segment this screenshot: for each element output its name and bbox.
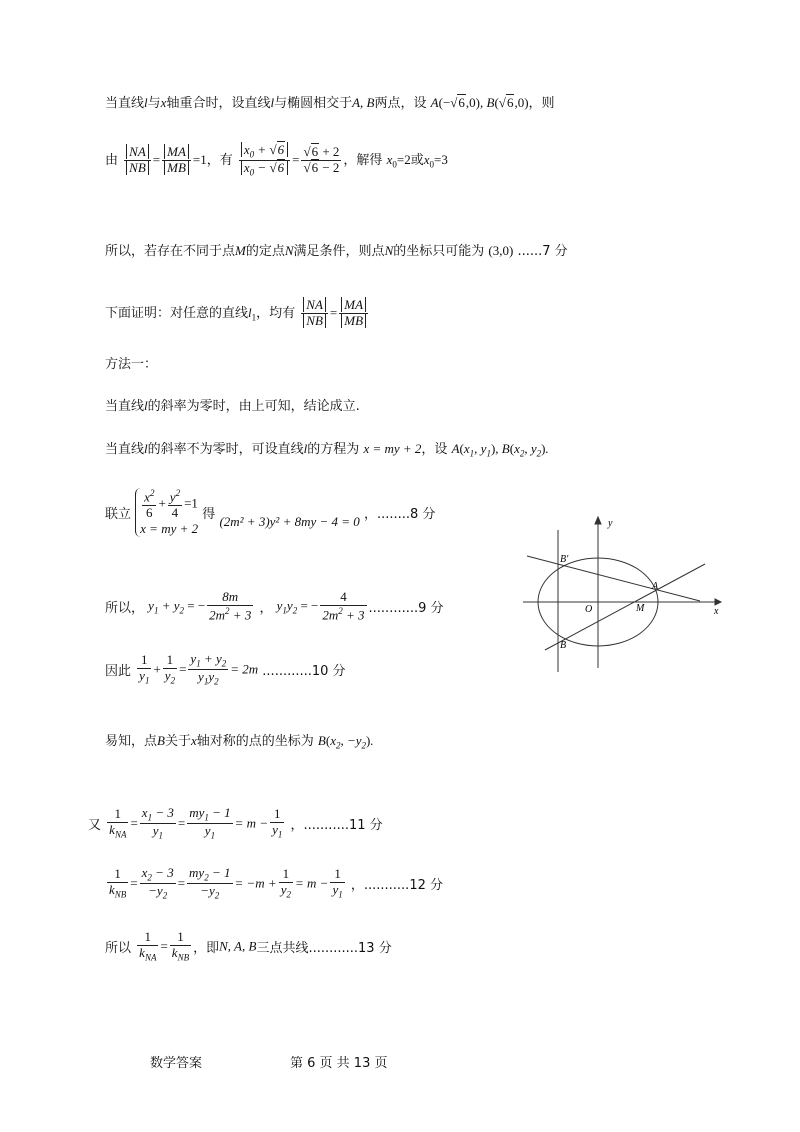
label-a: A: [652, 581, 659, 592]
label-m: M: [636, 603, 645, 614]
math-l: l: [303, 441, 308, 456]
math-l: l: [144, 95, 148, 110]
point-a-coord: A(−√6,0), B(√6,0): [430, 95, 529, 110]
text: 的斜率不为零时，可设直线: [147, 442, 304, 457]
text: ，设: [421, 442, 448, 457]
math-b: B: [157, 733, 165, 748]
sum-expr: $y_1 + y_2$ = −: [148, 597, 206, 616]
fraction: $\frac{my_1 - 1}{y_1}$: [189, 805, 231, 841]
math-l: l: [144, 398, 148, 413]
coord-30: (3,0): [488, 243, 514, 258]
line-ab: [545, 564, 705, 650]
line-11: [105, 730, 374, 751]
fraction: $\frac{1}{y_1}$: [272, 806, 283, 840]
value: =3: [434, 151, 448, 167]
line-9: 所以， $y_1 + y_2$ = − $\frac{8m}{2m^2 + 3}$ ， $y_1y_2$ = − $\frac{4}{2m^2 + 3}$ ............9 分: [105, 589, 444, 623]
text: 的定点: [245, 244, 285, 259]
fraction: $\frac{y_1 + y_2}{y_1y_2}$: [190, 651, 227, 687]
text: ，则: [528, 96, 555, 111]
score-12: ，...........12 分: [350, 877, 443, 893]
line-1: [105, 92, 555, 111]
text: 又: [88, 817, 102, 833]
quadratic-equation: (2m² + 3)y² + 8my − 4 = 0: [219, 513, 360, 529]
point-b-reflect: $B(x_2$, $-y_2$).: [317, 733, 374, 751]
text: 与: [147, 96, 161, 111]
ratio-sqrt6: $\frac{√6 + 2}{√6 - 2}$: [303, 144, 340, 175]
ratio-ma-mb: $\frac{MA}{MB}$: [162, 145, 191, 176]
ratio-na-nb: $\frac{NA}{NB}$: [301, 298, 328, 329]
math-l: l: [144, 441, 148, 456]
text: 满足条件，则点: [293, 244, 385, 259]
text: 易知，点: [105, 734, 158, 749]
method-heading: 方法一：: [105, 357, 158, 372]
text: 与椭圆相交于: [274, 96, 353, 111]
ratio-na-nb: $\frac{NA}{NB}$: [124, 145, 151, 176]
math-m: M: [235, 243, 246, 258]
math-x0: x: [423, 151, 430, 167]
label-o: O: [585, 604, 593, 615]
line-7: [105, 438, 549, 459]
line-3: [105, 240, 568, 259]
line-10: 因此 $\frac{1}{y_1}$ + $\frac{1}{y_2}$ = $\frac{y_1 + y_2}{y_1y_2}$ = 2m ............10 分: [105, 651, 346, 687]
ellipse-figure: [515, 510, 727, 675]
fraction: $\frac{1}{y_1}$: [332, 866, 343, 900]
footer-subject: 数学答案: [150, 1056, 203, 1071]
value: = 2m: [230, 661, 259, 677]
text: 所以，: [105, 601, 145, 617]
fraction: $\frac{1}{y_2}$: [280, 866, 291, 900]
line-14: 所以 $\frac{1}{k_{NA}}$ = $\frac{1}{k_{NB}}$ ，即N, A, B三点共线............13 分: [105, 929, 392, 963]
fraction: $\frac{x_2 - 3}{-y_2}$: [141, 865, 174, 901]
fraction: $\frac{1}{y_2}$: [164, 652, 176, 686]
math-n: N: [284, 243, 294, 258]
line-6: [105, 395, 360, 414]
value: =2: [396, 151, 411, 167]
math-l: l: [270, 95, 275, 110]
score-11: ，...........11 分: [290, 817, 383, 833]
text: 因此: [105, 663, 132, 679]
fraction: $\frac{my_2 - 1}{-y_2}$: [189, 865, 231, 901]
fraction: $\frac{1}{y_1}$: [139, 652, 150, 686]
text: 关于: [164, 734, 191, 749]
text: 当直线: [105, 442, 145, 457]
fraction: $\frac{1}{k_{NA}}$: [109, 806, 127, 840]
ratio-ma-mb: $\frac{MA}{MB}$: [339, 298, 368, 329]
score-9: ............9 分: [368, 601, 444, 617]
score-7: ......7 分: [517, 244, 568, 259]
text: 或: [410, 152, 424, 168]
fraction: $\frac{8m}{2m^2 + 3}$: [209, 589, 252, 623]
text: 的坐标只可能为: [393, 244, 485, 259]
text: 轴重合时，设直线: [166, 96, 271, 111]
equation-system: $\frac{x^2}{6}$ + $\frac{y^2}{4}$ =1 x = my + 2: [135, 488, 198, 537]
fraction: $\frac{x_1 - 3}{y_1}$: [141, 805, 174, 841]
text: 由: [105, 152, 119, 168]
label-y: y: [608, 518, 613, 529]
fraction: $\frac{1}{k_{NB}}$: [109, 866, 127, 900]
text: ，即: [193, 940, 220, 956]
product-expr: $y_1y_2$ = −: [276, 597, 319, 616]
text: ，解得: [343, 152, 383, 168]
label-b: B: [560, 640, 567, 651]
text: 下面证明：对任意的直线: [105, 305, 249, 321]
text: 当直线: [105, 399, 145, 414]
text: 所以，若存在不同于点: [105, 244, 236, 259]
text: 两点，设: [374, 96, 427, 111]
text: 所以: [105, 940, 132, 956]
y-axis-arrow: [595, 517, 601, 524]
text: 的斜率为零时，由上可知，结论成立.: [147, 399, 360, 414]
ratio-x0: $\frac{x_0 + √6}{x_0 - √6}$: [239, 143, 290, 178]
math-x0: x: [386, 151, 393, 167]
score-13: 三点共线............13 分: [256, 940, 392, 956]
line-13: $\frac{1}{k_{NB}}$ = $\frac{x_2 - 3}{-y_2}$ = $\frac{my_2 - 1}{-y_2}$ = −m + $\frac{1}{y_2}$ = m − $\frac{1}{y_1}$ ，...........12 分: [109, 865, 443, 901]
math-nab: N, A, B: [219, 938, 257, 954]
math-ab: A, B: [352, 95, 375, 110]
line-8: [105, 488, 435, 537]
text: 轴对称的点的坐标为: [196, 734, 314, 749]
text: 当直线: [105, 96, 145, 111]
line-4: 下面证明：对任意的直线$l_1$，均有 $\frac{NA}{NB}$ = $\frac{MA}{MB}$: [105, 298, 370, 329]
equation: x = my + 2: [140, 521, 199, 537]
fraction: $\frac{4}{2m^2 + 3}$: [322, 589, 365, 623]
line-equation: x = my + 2: [363, 441, 422, 456]
value: =1: [184, 495, 198, 511]
text: 的方程为: [307, 442, 360, 457]
label-x: x: [714, 606, 719, 617]
fraction: $\frac{1}{k_{NB}}$: [171, 929, 190, 963]
math-x: x: [190, 733, 197, 748]
text: 得: [202, 506, 216, 522]
line-2: 由 $\frac{NA}{NB}$ = $\frac{MA}{MB}$ =1，有 $\frac{x_0 + √6}{x_0 - √6}$ = $\frac{√6 + 2}{√6 - 2}$ ，解得 $x_0=2$或$x_0=3$: [105, 142, 448, 178]
footer-page-number: 第 6 页 共 13 页: [290, 1056, 388, 1071]
text: 联立: [105, 506, 132, 522]
text: =1，有: [192, 151, 233, 167]
points-ab: $A(x_1$, $y_1$), $B(x_2$, $y_2$).: [451, 441, 549, 459]
score-8: ，........8 分: [363, 506, 436, 522]
x-axis-arrow: [715, 599, 721, 605]
fraction: $\frac{1}{k_{NA}}$: [139, 929, 157, 963]
math-l: l: [248, 304, 252, 320]
label-b-prime: B': [560, 554, 569, 565]
math-n: N: [384, 243, 394, 258]
line-b-prime-a: [527, 556, 700, 601]
subscript: 1: [251, 312, 257, 323]
text: ，均有: [256, 305, 296, 321]
score-10: ............10 分: [262, 663, 346, 679]
line-12: 又 $\frac{1}{k_{NA}}$ = $\frac{x_1 - 3}{y_1}$ = $\frac{my_1 - 1}{y_1}$ = m − $\frac{1}{y_1}$ ，...........11 分: [88, 805, 383, 841]
math-x: x: [160, 95, 167, 110]
